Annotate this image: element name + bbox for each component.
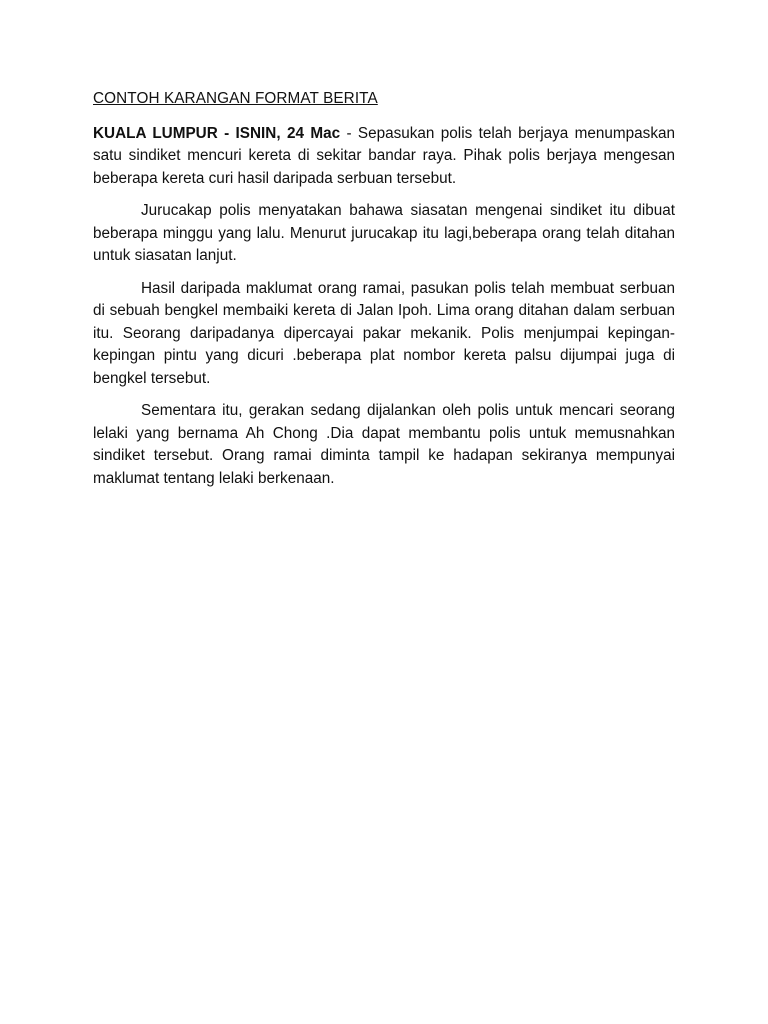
paragraph-3: Hasil daripada maklumat orang ramai, pasukan polis telah membuat serbuan di sebuah bengkel membaiki kereta di Jalan Ipoh. Lima orang ditahan dalam serbuan itu. Seorang daripadanya dipercayai pakar mekanik. Polis menjumpai kepingan-kepingan pintu yang dicuri .beberapa plat nombor kereta palsu dijumpai juga di bengkel tersebut. (93, 279, 675, 387)
paragraph-4: Sementara itu, gerakan sedang dijalankan oleh polis untuk mencari seorang lelaki yang bernama Ah Chong .Dia dapat membantu polis untuk memusnahkan sindiket tersebut. Orang ramai diminta tampil ke hadapan sekiranya mempunyai maklumat tentang lelaki berkenaan. (93, 402, 675, 487)
dateline: KUALA LUMPUR - ISNIN, 24 Mac (93, 124, 341, 142)
document-body (93, 88, 675, 500)
paragraph-2: Jurucakap polis menyatakan bahawa siasatan mengenai sindiket itu dibuat beberapa minggu yang lalu. Menurut jurucakap itu lagi,beberapa orang telah ditahan untuk siasatan lanjut. (93, 202, 675, 264)
paragraph-1-text: - Sepasukan polis telah berjaya menumpaskan satu sindiket mencuri kereta di sekitar bandar raya. Pihak polis berjaya mengesan beberapa kereta curi hasil daripada serbuan tersebut. (93, 124, 675, 187)
paragraph-1 (93, 123, 675, 191)
document-title: CONTOH KARANGAN FORMAT BERITA (93, 90, 378, 107)
